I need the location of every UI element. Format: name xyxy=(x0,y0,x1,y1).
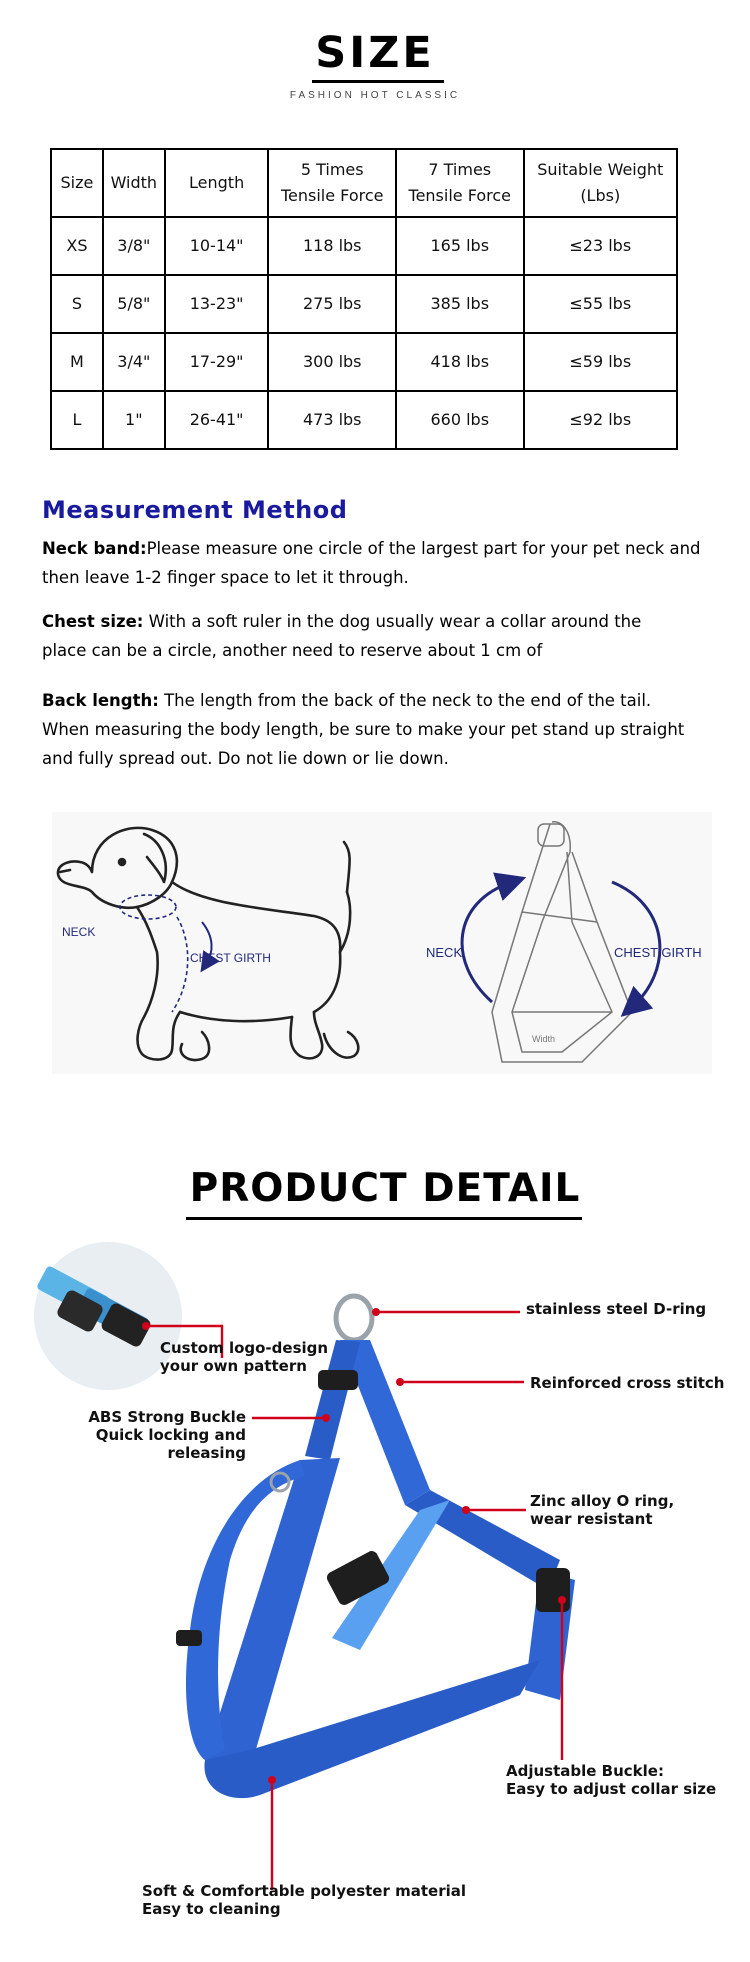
cell-length: 26-41" xyxy=(165,391,269,449)
cell-width: 5/8" xyxy=(103,275,165,333)
cell-5x: 118 lbs xyxy=(268,217,396,275)
callout-zinc-line2: wear resistant xyxy=(530,1510,653,1528)
cell-width: 3/4" xyxy=(103,333,165,391)
cell-weight: ≤55 lbs xyxy=(524,275,677,333)
size-chart-table xyxy=(50,148,678,450)
cell-5x: 275 lbs xyxy=(268,275,396,333)
cell-weight: ≤23 lbs xyxy=(524,217,677,275)
cell-weight: ≤59 lbs xyxy=(524,333,677,391)
cell-length: 13-23" xyxy=(165,275,269,333)
cell-width: 1" xyxy=(103,391,165,449)
harness-neck-label: NECK xyxy=(426,945,463,960)
header-width: Width xyxy=(103,149,165,217)
callout-abs-line2: Quick locking and releasing xyxy=(95,1426,246,1462)
table-row xyxy=(51,275,677,333)
table-row xyxy=(51,391,677,449)
header-length: Length xyxy=(165,149,269,217)
cell-7x: 418 lbs xyxy=(396,333,524,391)
callout-soft-material xyxy=(142,1882,466,1918)
callout-adjustable-buckle xyxy=(506,1762,716,1798)
side-buckle-icon xyxy=(536,1568,570,1612)
cell-7x: 165 lbs xyxy=(396,217,524,275)
callout-logo-line1: Custom logo-design xyxy=(160,1339,329,1357)
product-detail-underline xyxy=(186,1217,582,1220)
cell-width: 3/8" xyxy=(103,217,165,275)
dog-chest-girth-label: CHEST GIRTH xyxy=(190,951,271,965)
left-slider-icon xyxy=(176,1630,202,1646)
harness-width-label: Width xyxy=(532,1034,556,1044)
back-length-text: The length from the back of the neck to the end of the tail. When measuring the body length, be sure to make your pet stand up straight and fully spread out. Do not lie down or lie down. xyxy=(42,691,685,768)
callout-cross-stitch: Reinforced cross stitch xyxy=(530,1374,725,1392)
measurement-illustration xyxy=(52,812,712,1082)
table-row xyxy=(51,333,677,391)
table-header-row xyxy=(51,149,677,217)
cell-size: L xyxy=(51,391,103,449)
callout-adj-line1: Adjustable Buckle: xyxy=(506,1762,664,1780)
header-7x-tensile: 7 Times Tensile Force xyxy=(396,149,524,217)
callout-zinc-ring xyxy=(530,1492,674,1528)
cell-7x: 660 lbs xyxy=(396,391,524,449)
callout-logo-line2: your own pattern xyxy=(160,1357,307,1375)
size-title-underline xyxy=(312,80,444,83)
callout-abs-line1: ABS Strong Buckle xyxy=(88,1408,246,1426)
size-title: SIZE xyxy=(315,28,435,78)
chest-size-label: Chest size: xyxy=(42,612,144,631)
size-subtitle: FASHION HOT CLASSIC xyxy=(289,90,461,101)
cell-size: M xyxy=(51,333,103,391)
cell-size: S xyxy=(51,275,103,333)
header-size: Size xyxy=(51,149,103,217)
product-detail-title: PRODUCT DETAIL xyxy=(189,1166,581,1211)
dog-neck-label: NECK xyxy=(62,925,96,939)
measurement-method-title: Measurement Method xyxy=(42,496,348,524)
back-length-label: Back length: xyxy=(42,691,159,710)
harness-product-image xyxy=(0,1230,750,1950)
cell-size: XS xyxy=(51,217,103,275)
callout-zinc-line1: Zinc alloy O ring, xyxy=(530,1492,675,1510)
header-5x-tensile: 5 Times Tensile Force xyxy=(268,149,396,217)
harness-chest-girth-label: CHEST GIRTH xyxy=(614,945,702,960)
chest-size-paragraph xyxy=(42,607,662,665)
cell-weight: ≤92 lbs xyxy=(524,391,677,449)
callout-adj-line2: Easy to adjust collar size xyxy=(506,1780,717,1798)
table-row xyxy=(51,217,677,275)
neck-band-text: Please measure one circle of the largest part for your pet neck and then leave 1-2 finger space to let it through. xyxy=(42,539,701,587)
cell-length: 10-14" xyxy=(165,217,269,275)
callout-logo xyxy=(160,1339,328,1375)
header-weight: Suitable Weight (Lbs) xyxy=(524,149,677,217)
cell-5x: 300 lbs xyxy=(268,333,396,391)
d-ring-icon xyxy=(336,1296,372,1340)
neck-band-paragraph xyxy=(42,534,722,592)
cell-length: 17-29" xyxy=(165,333,269,391)
cell-5x: 473 lbs xyxy=(268,391,396,449)
callout-soft-line1: Soft & Comfortable polyester material xyxy=(142,1882,466,1900)
cell-7x: 385 lbs xyxy=(396,275,524,333)
callout-abs-buckle xyxy=(30,1408,246,1462)
chest-size-text: With a soft ruler in the dog usually wear a collar around the place can be a circle, another need to reserve about 1 cm of xyxy=(42,612,642,660)
back-length-paragraph xyxy=(42,686,692,773)
neck-band-label: Neck band: xyxy=(42,539,147,558)
callout-soft-line2: Easy to cleaning xyxy=(142,1900,281,1918)
callout-dring: stainless steel D-ring xyxy=(526,1300,707,1318)
